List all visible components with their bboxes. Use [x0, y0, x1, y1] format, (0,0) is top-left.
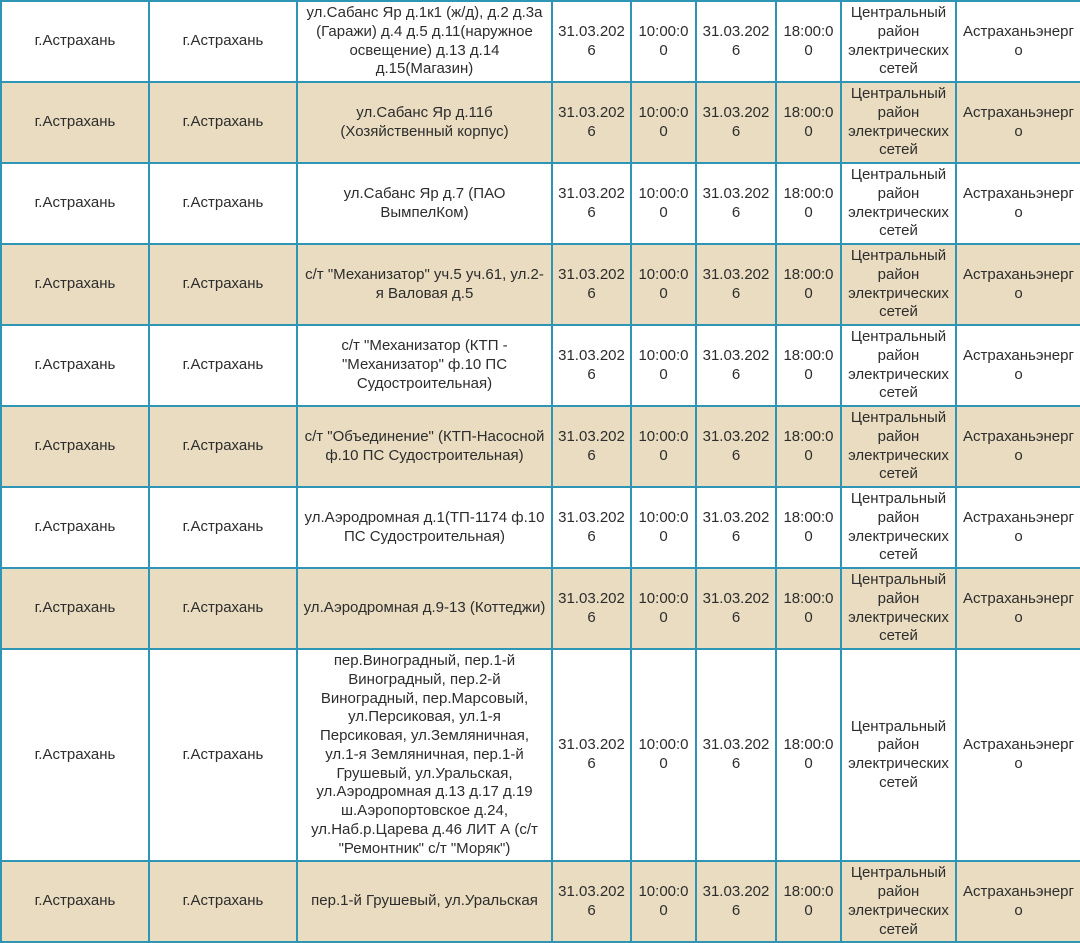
- table-row: [1, 1, 1080, 82]
- address-cell: ул.Сабанс Яр д.7 (ПАО ВымпелКом): [297, 163, 552, 244]
- start-time-cell: 10:00:00: [631, 568, 696, 649]
- end-date-cell: 31.03.2026: [696, 861, 776, 942]
- city-cell: г.Астрахань: [1, 861, 149, 942]
- start-date-cell: 31.03.2026: [552, 487, 631, 568]
- city-cell: г.Астрахань: [1, 487, 149, 568]
- district-cell: Центральный район электрических сетей: [841, 82, 956, 163]
- end-time-cell: 18:00:00: [776, 325, 841, 406]
- end-date-cell: 31.03.2026: [696, 649, 776, 861]
- end-time-cell: 18:00:00: [776, 568, 841, 649]
- address-cell: ул.Сабанс Яр д.1к1 (ж/д), д.2 д.3а (Гаражи) д.4 д.5 д.11(наружное освещение) д.13 д.14 д.15(Магазин): [297, 1, 552, 82]
- start-time-cell: 10:00:00: [631, 1, 696, 82]
- start-date-cell: 31.03.2026: [552, 1, 631, 82]
- table-row: [1, 325, 1080, 406]
- company-cell: Астраханьэнерго: [956, 568, 1080, 649]
- city-cell: г.Астрахань: [1, 325, 149, 406]
- district-cell: Центральный район электрических сетей: [841, 406, 956, 487]
- city-cell: г.Астрахань: [1, 406, 149, 487]
- end-date-cell: 31.03.2026: [696, 1, 776, 82]
- start-time-cell: 10:00:00: [631, 649, 696, 861]
- end-date-cell: 31.03.2026: [696, 82, 776, 163]
- end-date-cell: 31.03.2026: [696, 244, 776, 325]
- table-row: [1, 244, 1080, 325]
- company-cell: Астраханьэнерго: [956, 649, 1080, 861]
- table-row: [1, 568, 1080, 649]
- company-cell: Астраханьэнерго: [956, 861, 1080, 942]
- city-cell: г.Астрахань: [1, 649, 149, 861]
- start-date-cell: 31.03.2026: [552, 568, 631, 649]
- address-cell: ул.Сабанс Яр д.11б (Хозяйственный корпус): [297, 82, 552, 163]
- end-time-cell: 18:00:00: [776, 649, 841, 861]
- start-time-cell: 10:00:00: [631, 244, 696, 325]
- city-cell: г.Астрахань: [1, 82, 149, 163]
- start-time-cell: 10:00:00: [631, 406, 696, 487]
- table-row: [1, 82, 1080, 163]
- district-cell: Центральный район электрических сетей: [841, 1, 956, 82]
- start-time-cell: 10:00:00: [631, 163, 696, 244]
- end-time-cell: 18:00:00: [776, 244, 841, 325]
- start-date-cell: 31.03.2026: [552, 325, 631, 406]
- city-cell: г.Астрахань: [1, 568, 149, 649]
- city-cell: г.Астрахань: [1, 1, 149, 82]
- start-time-cell: 10:00:00: [631, 325, 696, 406]
- district-cell: Центральный район электрических сетей: [841, 568, 956, 649]
- start-date-cell: 31.03.2026: [552, 649, 631, 861]
- district-cell: Центральный район электрических сетей: [841, 325, 956, 406]
- settlement-cell: г.Астрахань: [149, 861, 297, 942]
- table-row: [1, 406, 1080, 487]
- company-cell: Астраханьэнерго: [956, 82, 1080, 163]
- end-date-cell: 31.03.2026: [696, 325, 776, 406]
- settlement-cell: г.Астрахань: [149, 568, 297, 649]
- company-cell: Астраханьэнерго: [956, 487, 1080, 568]
- district-cell: Центральный район электрических сетей: [841, 163, 956, 244]
- address-cell: с/т "Объединение" (КТП-Насосной ф.10 ПС Судостроительная): [297, 406, 552, 487]
- start-date-cell: 31.03.2026: [552, 163, 631, 244]
- end-time-cell: 18:00:00: [776, 82, 841, 163]
- end-time-cell: 18:00:00: [776, 1, 841, 82]
- address-cell: с/т "Механизатор (КТП - "Механизатор" ф.10 ПС Судостроительная): [297, 325, 552, 406]
- city-cell: г.Астрахань: [1, 244, 149, 325]
- settlement-cell: г.Астрахань: [149, 82, 297, 163]
- end-time-cell: 18:00:00: [776, 406, 841, 487]
- city-cell: г.Астрахань: [1, 163, 149, 244]
- address-cell: ул.Аэродромная д.9-13 (Коттеджи): [297, 568, 552, 649]
- start-time-cell: 10:00:00: [631, 487, 696, 568]
- address-cell: пер.1-й Грушевый, ул.Уральская: [297, 861, 552, 942]
- settlement-cell: г.Астрахань: [149, 325, 297, 406]
- district-cell: Центральный район электрических сетей: [841, 244, 956, 325]
- table-row: [1, 649, 1080, 861]
- settlement-cell: г.Астрахань: [149, 649, 297, 861]
- district-cell: Центральный район электрических сетей: [841, 487, 956, 568]
- table-row: [1, 163, 1080, 244]
- end-date-cell: 31.03.2026: [696, 406, 776, 487]
- table-row: [1, 487, 1080, 568]
- start-date-cell: 31.03.2026: [552, 82, 631, 163]
- district-cell: Центральный район электрических сетей: [841, 861, 956, 942]
- settlement-cell: г.Астрахань: [149, 244, 297, 325]
- settlement-cell: г.Астрахань: [149, 487, 297, 568]
- outage-rows-container: [1, 1, 1080, 942]
- end-time-cell: 18:00:00: [776, 163, 841, 244]
- address-cell: пер.Виноградный, пер.1-й Виноградный, пер.2-й Виноградный, пер.Марсовый, ул.Персиковая, ул.1-я Персиковая, ул.Земляничная, ул.1-я Земляничная, пер.1-й Грушевый, ул.Уральская, ул.Аэродромная д.13 д.17 д.19 ш.Аэропортовское д.24, ул.Наб.р.Царева д.46 ЛИТ А (с/т "Ремонтник" с/т "Моряк"): [297, 649, 552, 861]
- end-date-cell: 31.03.2026: [696, 487, 776, 568]
- company-cell: Астраханьэнерго: [956, 163, 1080, 244]
- table-row: [1, 861, 1080, 942]
- settlement-cell: г.Астрахань: [149, 163, 297, 244]
- end-time-cell: 18:00:00: [776, 487, 841, 568]
- end-date-cell: 31.03.2026: [696, 568, 776, 649]
- start-date-cell: 31.03.2026: [552, 861, 631, 942]
- start-time-cell: 10:00:00: [631, 861, 696, 942]
- start-time-cell: 10:00:00: [631, 82, 696, 163]
- company-cell: Астраханьэнерго: [956, 244, 1080, 325]
- start-date-cell: 31.03.2026: [552, 406, 631, 487]
- company-cell: Астраханьэнерго: [956, 325, 1080, 406]
- end-time-cell: 18:00:00: [776, 861, 841, 942]
- settlement-cell: г.Астрахань: [149, 1, 297, 82]
- address-cell: ул.Аэродромная д.1(ТП-1174 ф.10 ПС Судостроительная): [297, 487, 552, 568]
- company-cell: Астраханьэнерго: [956, 1, 1080, 82]
- district-cell: Центральный район электрических сетей: [841, 649, 956, 861]
- address-cell: с/т "Механизатор" уч.5 уч.61, ул.2-я Валовая д.5: [297, 244, 552, 325]
- end-date-cell: 31.03.2026: [696, 163, 776, 244]
- company-cell: Астраханьэнерго: [956, 406, 1080, 487]
- settlement-cell: г.Астрахань: [149, 406, 297, 487]
- start-date-cell: 31.03.2026: [552, 244, 631, 325]
